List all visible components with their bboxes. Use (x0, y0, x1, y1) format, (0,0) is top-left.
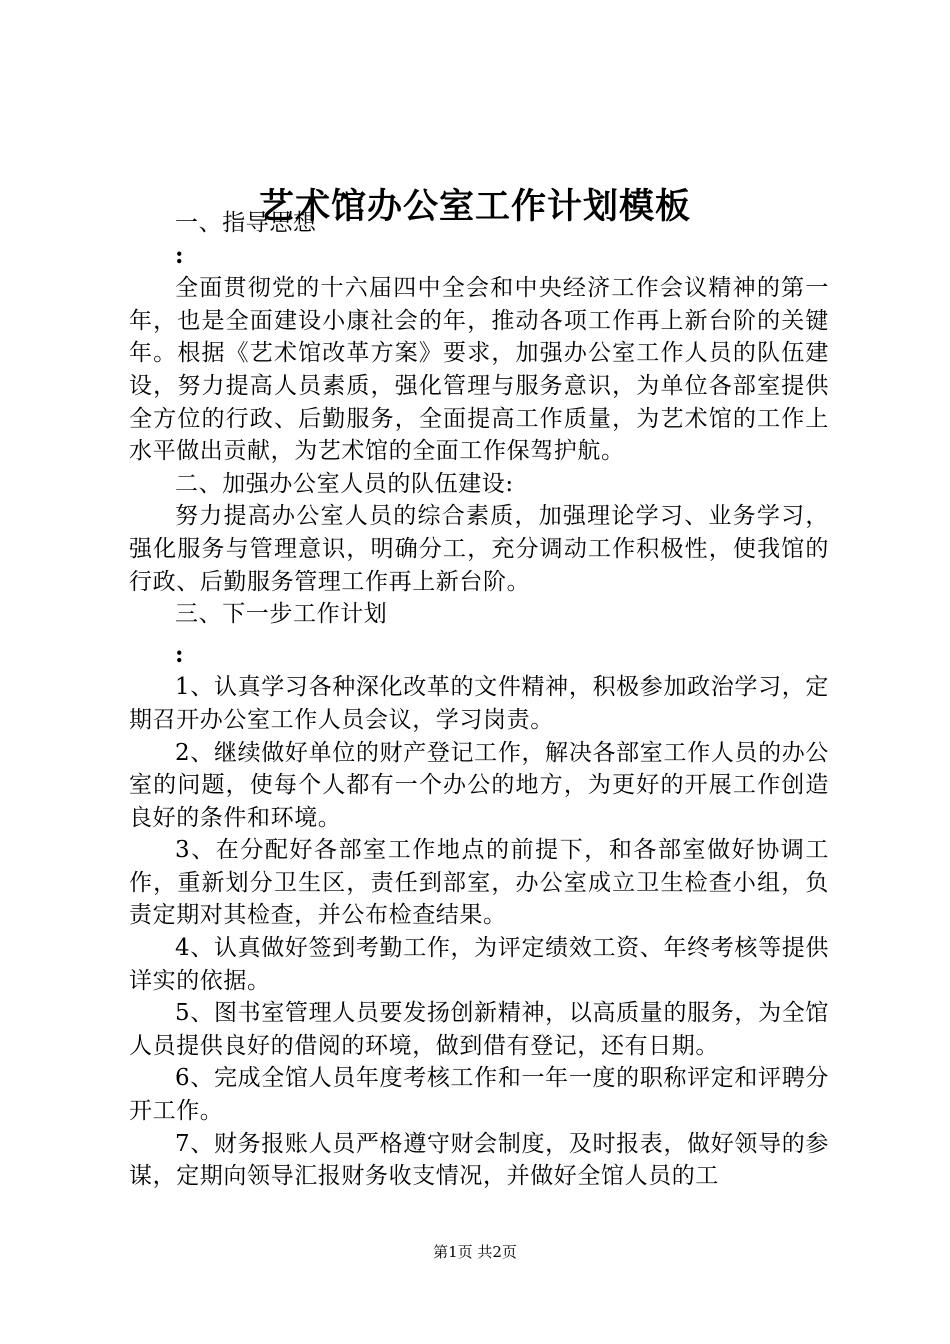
section-heading: 三、下一步工作计划 (175, 601, 388, 628)
section-heading: 一、指导思想 (175, 210, 317, 236)
list-item: 4、认真做好签到考勤工作，为评定绩效工资、年终考核等提供详实的依据。 (129, 935, 829, 994)
section-heading-colon: : (175, 640, 185, 668)
body-paragraph: 努力提高办公室人员的综合素质，加强理论学习、业务学习，强化服务与管理意识，明确分工，充分调动工作积极性，使我馆的行政、后勤服务管理工作再上新台阶。 (129, 503, 829, 595)
list-item: 6、完成全馆人员年度考核工作和一年一度的职称评定和评聘分开工作。 (129, 1065, 829, 1125)
document-title: 艺术馆办公室工作计划模板 (258, 186, 691, 227)
section-heading: 二、加强办公室人员的队伍建设: (175, 470, 514, 497)
body-paragraph: 全面贯彻党的十六届四中全会和中央经济工作会议精神的第一年，也是全面建设小康社会的年，推动各项工作再上新台阶的关键年。根据《艺术馆改革方案》要求，加强办公室工作人员的队伍建设，努力提高人员素质，强化管理与服务意识，为单位各部室提供全方位的行政、后勤服务，全面提高工作质量，为艺术馆的工作上水平做出贡献，为艺术馆的全面工作保驾护航。 (129, 275, 829, 465)
list-item: 5、图书室管理人员要发扬创新精神，以高质量的服务，为全馆人员提供良好的借阅的环境，做到借有登记，还有日期。 (129, 1000, 829, 1059)
list-item: 2、继续做好单位的财产登记工作，解决各部室工作人员的办公室的问题，使每个人都有一个办公的地方，为更好的开展工作创造良好的条件和环境。 (129, 739, 829, 831)
document-body (129, 207, 829, 1193)
section-heading-colon: : (175, 241, 185, 269)
list-item: 7、财务报账人员严格遵守财会制度，及时报表，做好领导的参谋，定期向领导汇报财务收支情况，并做好全馆人员的工 (129, 1130, 829, 1190)
page-number-footer: 第1页 共2页 (433, 1243, 517, 1261)
list-item: 1、认真学习各种深化改革的文件精神，积极参加政治学习，定期召开办公室工作人员会议，学习岗责。 (129, 674, 829, 733)
list-item: 3、在分配好各部室工作地点的前提下，和各部室做好协调工作，重新划分卫生区，责任到部室，办公室成立卫生检查小组，负责定期对其检查，并公布检查结果。 (129, 837, 829, 929)
